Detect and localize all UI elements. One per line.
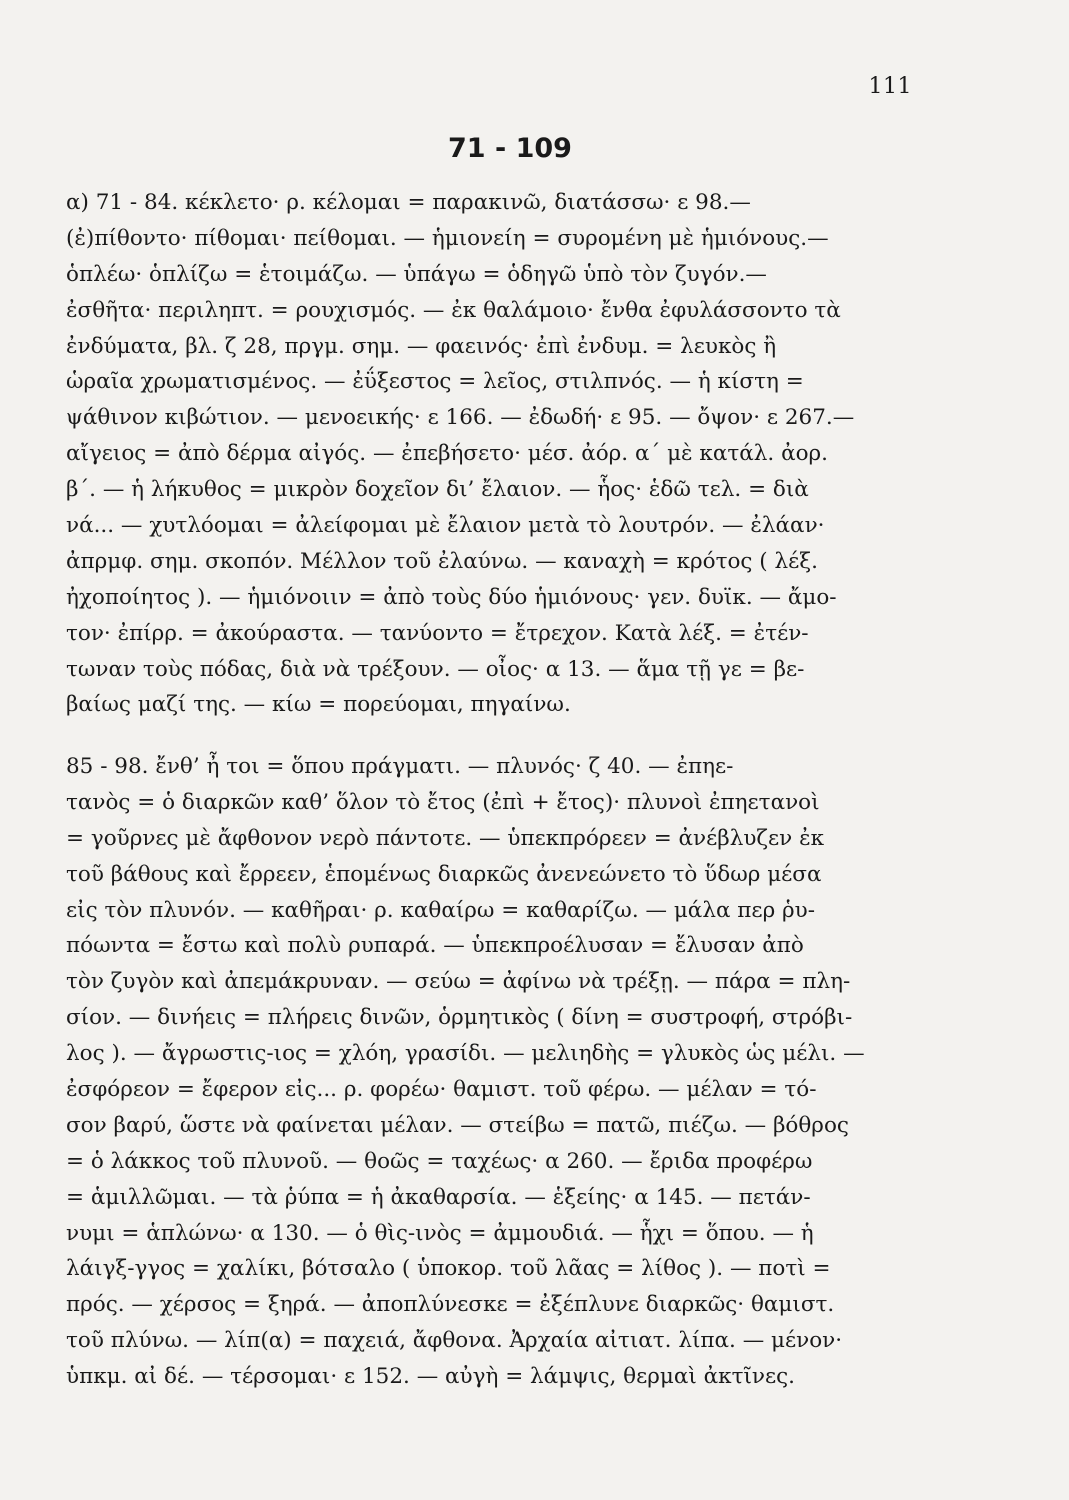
- section-heading: 71 - 109: [448, 133, 572, 164]
- text-line: β΄. — ἡ λήκυθος = μικρὸν δοχεῖον δι’ ἔλαιον. — ἧος· ἑδῶ τελ. = διὰ: [66, 477, 809, 503]
- text-line: τὸν ζυγὸν καὶ ἀπεμάκρυναν. — σεύω = ἀφίνω νὰ τρέξῃ. — πάρα = πλη-: [66, 969, 851, 995]
- text-line: πόωντα = ἔστω καὶ πολὺ ρυπαρά. — ὑπεκπροέλυσαν = ἔλυσαν ἀπὸ: [66, 933, 804, 959]
- text-line: ἀπρμφ. σημ. σκοπόν. Μέλλον τοῦ ἐλαύνω. — καναχὴ = κρότος ( λέξ.: [66, 548, 818, 574]
- text-line: αἴγειος = ἀπὸ δέρμα αἰγός. — ἐπεβήσετο· μέσ. ἀόρ. α΄ μὲ κατάλ. ἀορ.: [66, 441, 829, 467]
- text-line: σον βαρύ, ὥστε νὰ φαίνεται μέλαν. — στείβω = πατῶ, πιέζω. — βόθρος: [66, 1112, 849, 1138]
- text-line: = ὁ λάκκος τοῦ πλυνοῦ. — θοῶς = ταχέως· α 260. — ἔριδα προφέρω: [66, 1148, 813, 1174]
- text-line: τοῦ πλύνω. — λίπ(α) = παχειά, ἄφθονα. Ἀρχαία αἰτιατ. λίπα. — μένον·: [66, 1328, 843, 1354]
- page-number: 111: [868, 74, 912, 99]
- text-line: τοῦ βάθους καὶ ἔρρεεν, ἑπομένως διαρκῶς ἀνενεώνετο τὸ ὕδωρ μέσα: [66, 861, 822, 887]
- text-line: νυμι = ἁπλώνω· α 130. — ὁ θὶς-ινὸς = ἀμμουδιά. — ἧχι = ὅπου. — ἡ: [66, 1220, 814, 1246]
- text-line: λος ). — ἄγρωστις-ιος = χλόη, γρασίδι. — μελιηδὴς = γλυκὸς ὡς μέλι. —: [66, 1041, 865, 1067]
- text-line: = ἁμιλλῶμαι. — τὰ ῥύπα = ἡ ἀκαθαρσία. — ἑξείης· α 145. — πετάν-: [66, 1184, 811, 1210]
- text-line: (ἐ)πίθοντο· πίθομαι· πείθομαι. — ἡμιονείη = συρομένη μὲ ἡμιόνους.—: [66, 225, 829, 251]
- text-line: 85 - 98. ἔνθ’ ἦ τοι = ὅπου πράγματι. — πλυνός· ζ 40. — ἐπηε-: [66, 754, 734, 779]
- text-line: ὡραῖα χρωματισμένος. — ἐΰξεστος = λεῖος, στιλπνός. — ἡ κίστη =: [66, 369, 804, 395]
- text-line: = γοῦρνες μὲ ἄφθονον νερὸ πάντοτε. — ὑπεκπρόρεεν = ἀνέβλυζεν ἐκ: [66, 825, 825, 851]
- text-line: λάιγξ-γγος = χαλίκι, βότσαλο ( ὑποκορ. τοῦ λᾶας = λίθος ). — ποτὶ =: [66, 1256, 831, 1282]
- text-line: α) 71 - 84. κέκλετο· ρ. κέλομαι = παρακινῶ, διατάσσω· ε 98.—: [66, 190, 751, 215]
- text-line: πρός. — χέρσος = ξηρά. — ἀποπλύνεσκε = ἐξέπλυνε διαρκῶς· θαμιστ.: [66, 1292, 835, 1318]
- commentary-section-b: [66, 749, 926, 1395]
- text-line: ἐσθῆτα· περιληπτ. = ρουχισμός. — ἐκ θαλάμοιο· ἔνθα ἐφυλάσσοντο τὰ: [66, 297, 841, 323]
- text-line: εἰς τὸν πλυνόν. — καθῆραι· ρ. καθαίρω = καθαρίζω. — μάλα περ ῥυ-: [66, 897, 816, 923]
- text-line: σίον. — δινήεις = πλήρεις δινῶν, ὁρμητικὸς ( δίνη = συστροφή, στρόβι-: [66, 1005, 853, 1031]
- text-line: βαίως μαζί της. — κίω = πορεύομαι, πηγαίνω.: [66, 692, 571, 718]
- text-line: τανὸς = ὁ διαρκῶν καθ’ ὅλον τὸ ἔτος (ἐπὶ + ἔτος)· πλυνοὶ ἐπηετανοὶ: [66, 789, 820, 815]
- text-line: νά... — χυτλόομαι = ἀλείφομαι μὲ ἔλαιον μετὰ τὸ λουτρόν. — ἐλάαν·: [66, 513, 825, 539]
- text-line: τον· ἐπίρρ. = ἀκούραστα. — τανύοντο = ἔτρεχον. Κατὰ λέξ. = ἐτέν-: [66, 620, 809, 646]
- text-line: ἐσφόρεον = ἔφερον εἰς... ρ. φορέω· θαμιστ. τοῦ φέρω. — μέλαν = τό-: [66, 1077, 817, 1103]
- text-line: ὑπκμ. αἰ δέ. — τέρσομαι· ε 152. — αὐγὴ = λάμψις, θερμαὶ ἀκτῖνες.: [66, 1364, 796, 1390]
- commentary-section-a: [66, 185, 926, 723]
- text-line: ὁπλέω· ὁπλίζω = ἑτοιμάζω. — ὑπάγω = ὁδηγῶ ὑπὸ τὸν ζυγόν.—: [66, 261, 767, 287]
- text-line: ἠχοποίητος ). — ἡμιόνοιιν = ἀπὸ τοὺς δύο ἡμιόνους· γεν. δυϊκ. — ἄμο-: [66, 584, 837, 610]
- text-line: τωναν τοὺς πόδας, διὰ νὰ τρέξουν. — οἶος· α 13. — ἅμα τῇ γε = βε-: [66, 656, 805, 682]
- text-line: ἐνδύματα, βλ. ζ 28, πργμ. σημ. — φαεινός· ἐπὶ ἐνδυμ. = λευκὸς ἢ: [66, 333, 777, 359]
- text-line: ψάθινον κιβώτιον. — μενοεικής· ε 166. — ἐδωδή· ε 95. — ὄψον· ε 267.—: [66, 405, 855, 431]
